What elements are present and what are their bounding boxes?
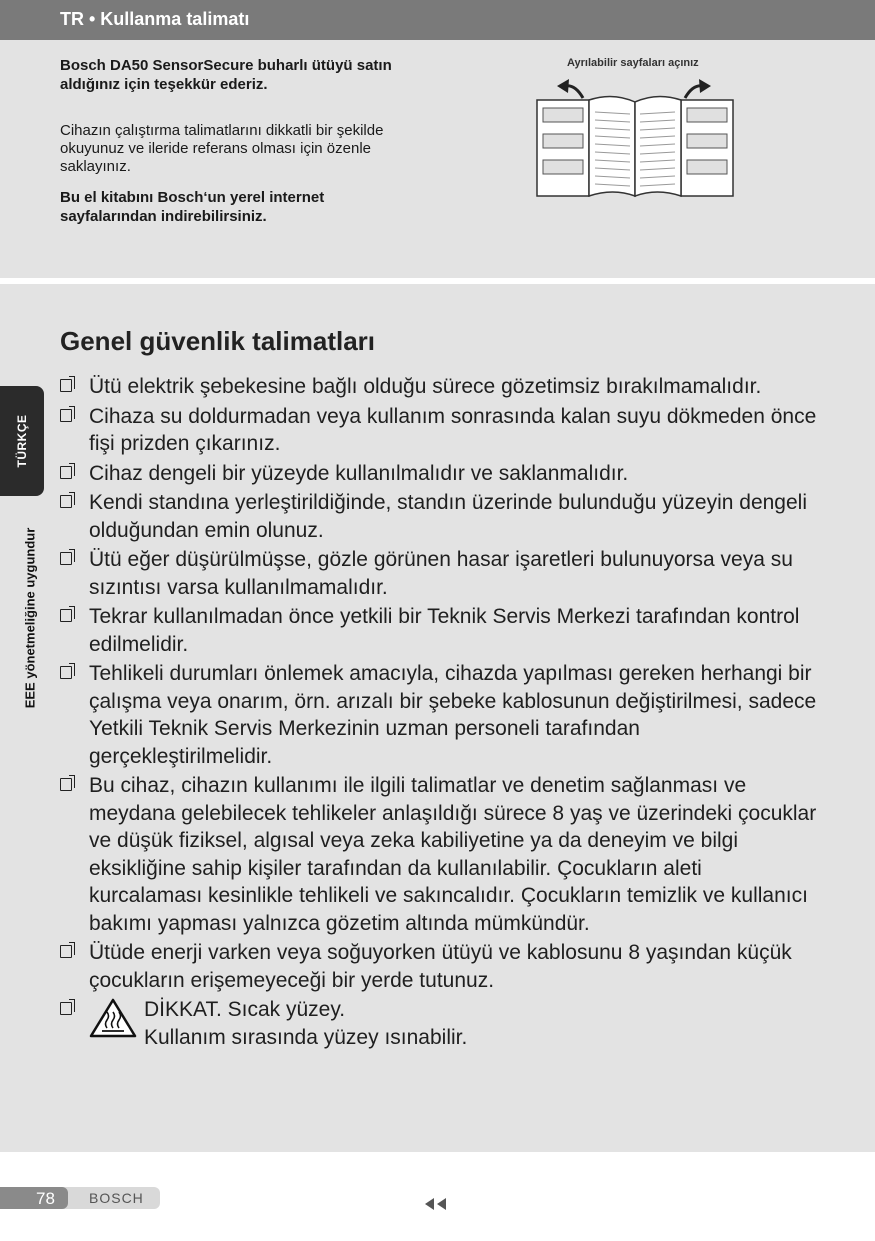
list-item [60, 772, 820, 937]
brand-label: BOSCH [89, 1190, 144, 1206]
page-number-box [0, 1187, 68, 1209]
list-item-text: Kendi standına yerleştirildiğinde, standın üzerinde bulunduğu yüzeyin dengeli olduğundan emin olunuz. [89, 491, 807, 542]
checkbox-bullet-icon [60, 466, 72, 479]
checkbox-bullet-icon [60, 552, 72, 565]
language-tab-label: TÜRKÇE [15, 414, 29, 468]
checkbox-bullet-icon [60, 666, 72, 679]
hot-surface-icon [89, 998, 137, 1038]
section-title: Genel güvenlik talimatları [60, 326, 375, 356]
list-item-text: Tehlikeli durumları önlemek amacıyla, cihazda yapılması gereken herhangi bir çalışma veya onarım, örn. arızalı bir şebeke kablosunun değiştirilmesi, sadece Yetkili Teknik Servis Merkezinin uzman personeli tarafından gerçekleştirilmelidir. [89, 662, 817, 768]
intro-panel [0, 40, 875, 278]
warning-item [60, 996, 820, 1056]
checkbox-bullet-icon [60, 609, 72, 622]
intro-thanks: Bosch DA50 SensorSecure buharlı ütüyü satın aldığınız için teşekkür ederiz. [60, 57, 392, 93]
intro-read-instructions: Cihazın çalıştırma talimatlarını dikkatli bir şekilde okuyunuz ve ileride referans olması için özenle saklayınız. [60, 122, 384, 175]
checkbox-bullet-icon [60, 379, 72, 392]
list-item [60, 939, 820, 994]
list-item [60, 603, 820, 658]
warning-text [144, 996, 467, 1051]
list-item [60, 489, 820, 544]
compliance-note: EEE yönetmeliğine uygundur [22, 527, 38, 709]
header-bar [0, 0, 875, 40]
list-item [60, 373, 820, 401]
list-item [60, 403, 820, 458]
fold-out-label: Ayrılabilir sayfaları açınız [567, 57, 699, 69]
checkbox-bullet-icon [60, 409, 72, 422]
header-title: TR • Kullanma talimatı [60, 9, 250, 29]
open-book-icon [535, 78, 735, 200]
list-item [60, 460, 820, 488]
list-item-text: Cihaza su doldurmadan veya kullanım sonrasında kalan suyu dökmeden önce fişi prizden çıkarınız. [89, 404, 817, 455]
checkbox-bullet-icon [60, 495, 72, 508]
warning-title: DİKKAT. Sıcak yüzey. [144, 998, 346, 1021]
warning-description: Kullanım sırasında yüzey ısınabilir. [144, 1025, 468, 1049]
checkbox-bullet-icon [60, 1002, 72, 1015]
previous-page-icon[interactable] [425, 1197, 449, 1211]
list-item-text: Ütü eğer düşürülmüşse, gözle görünen hasar işaretleri bulunuyorsa veya su sızıntısı varsa kullanılmamalıdır. [89, 548, 793, 599]
list-item-text: Ütüde enerji varken veya soğuyorken ütüyü ve kablosunu 8 yaşından küçük çocukların erişemeyeceği bir yerde tutunuz. [89, 941, 792, 992]
intro-download-note: Bu el kitabını Bosch‘un yerel internet sayfalarından indirebilirsiniz. [60, 189, 325, 225]
page-number: 78 [36, 1189, 55, 1208]
list-item-text: Cihaz dengeli bir yüzeyde kullanılmalıdır ve saklanmalıdır. [89, 461, 629, 485]
safety-list [60, 373, 820, 1058]
list-item-text: Ütü elektrik şebekesine bağlı olduğu sürece gözetimsiz bırakılmamalıdır. [89, 375, 762, 398]
checkbox-bullet-icon [60, 778, 72, 791]
list-item [60, 546, 820, 601]
checkbox-bullet-icon [60, 945, 72, 958]
list-item-text: Bu cihaz, cihazın kullanımı ile ilgili talimatlar ve denetim sağlanması ve meydana gelebilecek tehlikeler anlaşıldığı sürece 8 yaş ve üzerindeki çocuklar ve düşük fiziksel, algısal veya zeka kabiliyetine ya da deneyim ve bilgi eksikliğine sahip kişiler tarafından da kullanılabilir. Çocukların aleti kurcalaması kesinlikle tehlikeli ve sakıncalıdır. Çocukların temizlik ve kullanıcı bakımı yapması yalnızca gözetim altında mümkündür. [89, 774, 817, 935]
list-item [60, 660, 820, 770]
list-item-text: Tekrar kullanılmadan önce yetkili bir Teknik Servis Merkezi tarafından kontrol edilmelidir. [89, 605, 800, 656]
